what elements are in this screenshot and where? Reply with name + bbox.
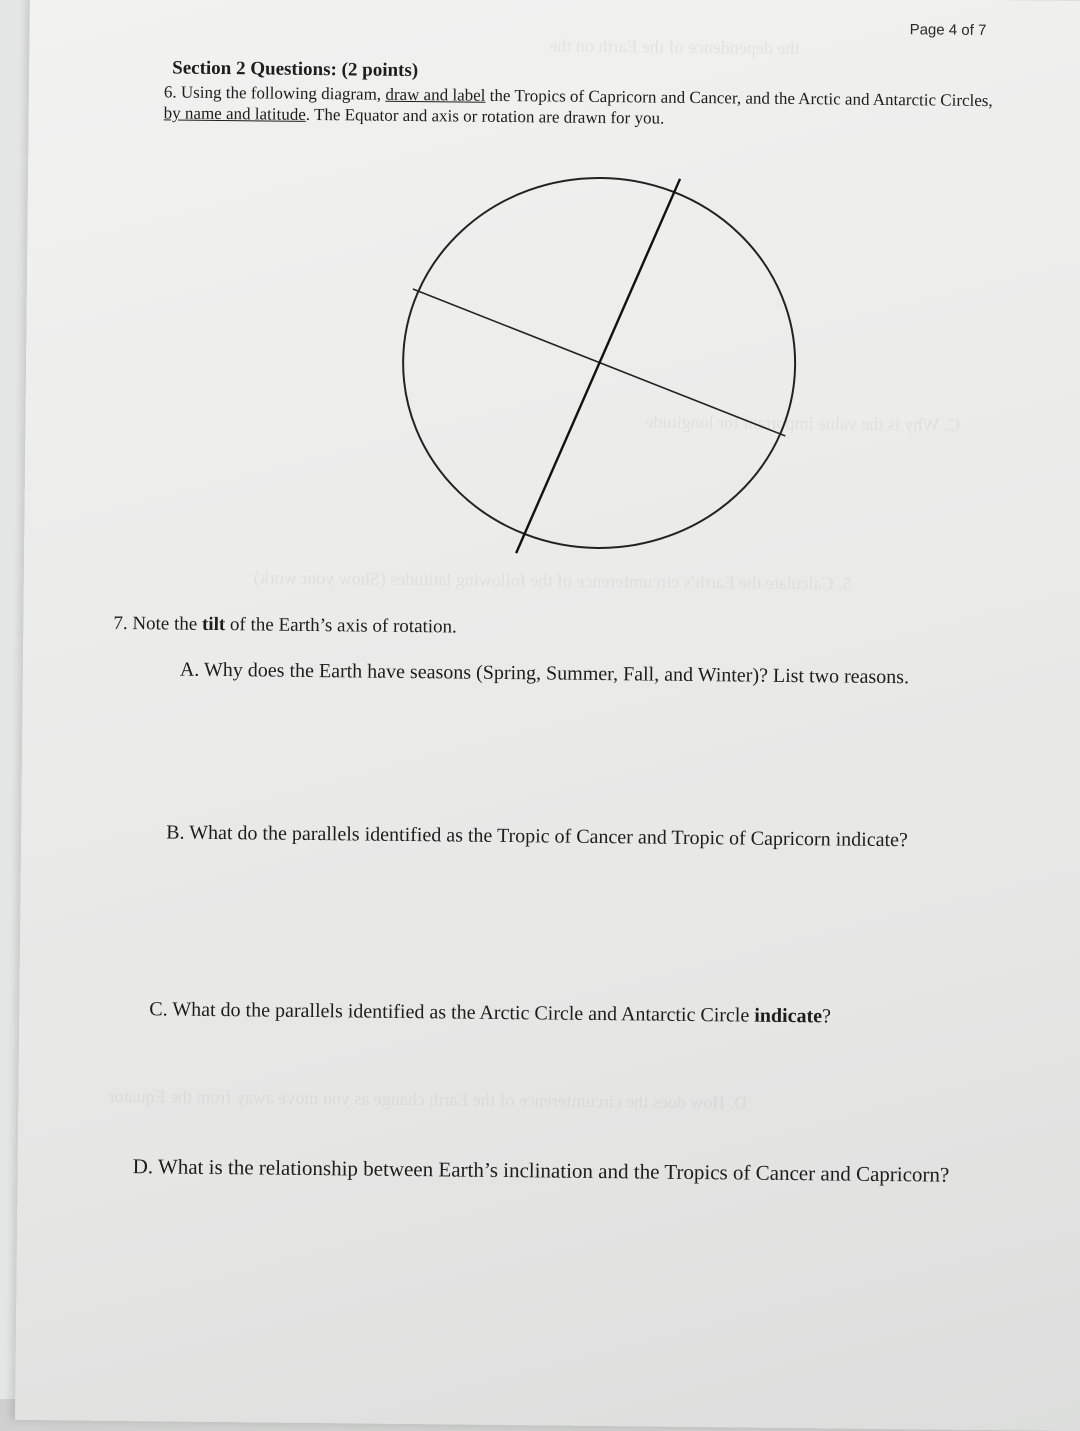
question-6 — [164, 81, 994, 132]
question-text: Using the following diagram, — [176, 82, 386, 104]
underlined-instruction: by name and latitude — [163, 103, 306, 124]
question-7a: A. Why does the Earth have seasons (Spring, Summer, Fall, and Winter)? List two reasons. — [179, 658, 910, 689]
earth-diagram — [354, 153, 838, 578]
underlined-instruction: draw and label — [385, 84, 486, 105]
question-7c — [149, 996, 1049, 1031]
page-number: Page 4 of 7 — [909, 21, 987, 40]
question-text: 7. Note the — [113, 612, 203, 635]
question-7-intro — [113, 613, 457, 639]
question-text: of the Earth’s axis of rotation. — [225, 614, 457, 638]
question-text: the Tropics of Capricorn and Cancer, and the Arctic and Antarctic Circles, — [485, 85, 993, 111]
bleed-through-text: D. How does the circumference of the Earth change as you move away from the Equator — [108, 1085, 748, 1113]
question-number: 6. — [163, 82, 177, 102]
question-text: ? — [821, 1005, 832, 1028]
question-text: . The Equator and axis or rotation are drawn for you. — [305, 104, 665, 128]
section-title: Section 2 Questions: (2 points) — [172, 57, 419, 82]
bleed-through-text: the dependence of the Earth on the — [549, 35, 800, 59]
bleed-through-text: C. Why is the value important for longitude — [645, 411, 961, 435]
bleed-through-text: 5. Calculate the Earth’s circumference of the following latitudes (Show your work) — [253, 567, 852, 594]
rotation-axis-line — [516, 177, 680, 555]
bold-word: indicate — [754, 1004, 823, 1028]
worksheet-page — [15, 0, 1080, 1431]
question-7b: B. What do the parallels identified as the Tropic of Cancer and Tropic of Capricorn indicate? — [166, 821, 908, 852]
question-text: C. What do the parallels identified as the Arctic Circle and Antarctic Circle — [149, 998, 755, 1027]
question-7d: D. What is the relationship between Earth’s inclination and the Tropics of Cancer and Capricorn? — [132, 1154, 950, 1187]
bold-word: tilt — [201, 613, 226, 636]
